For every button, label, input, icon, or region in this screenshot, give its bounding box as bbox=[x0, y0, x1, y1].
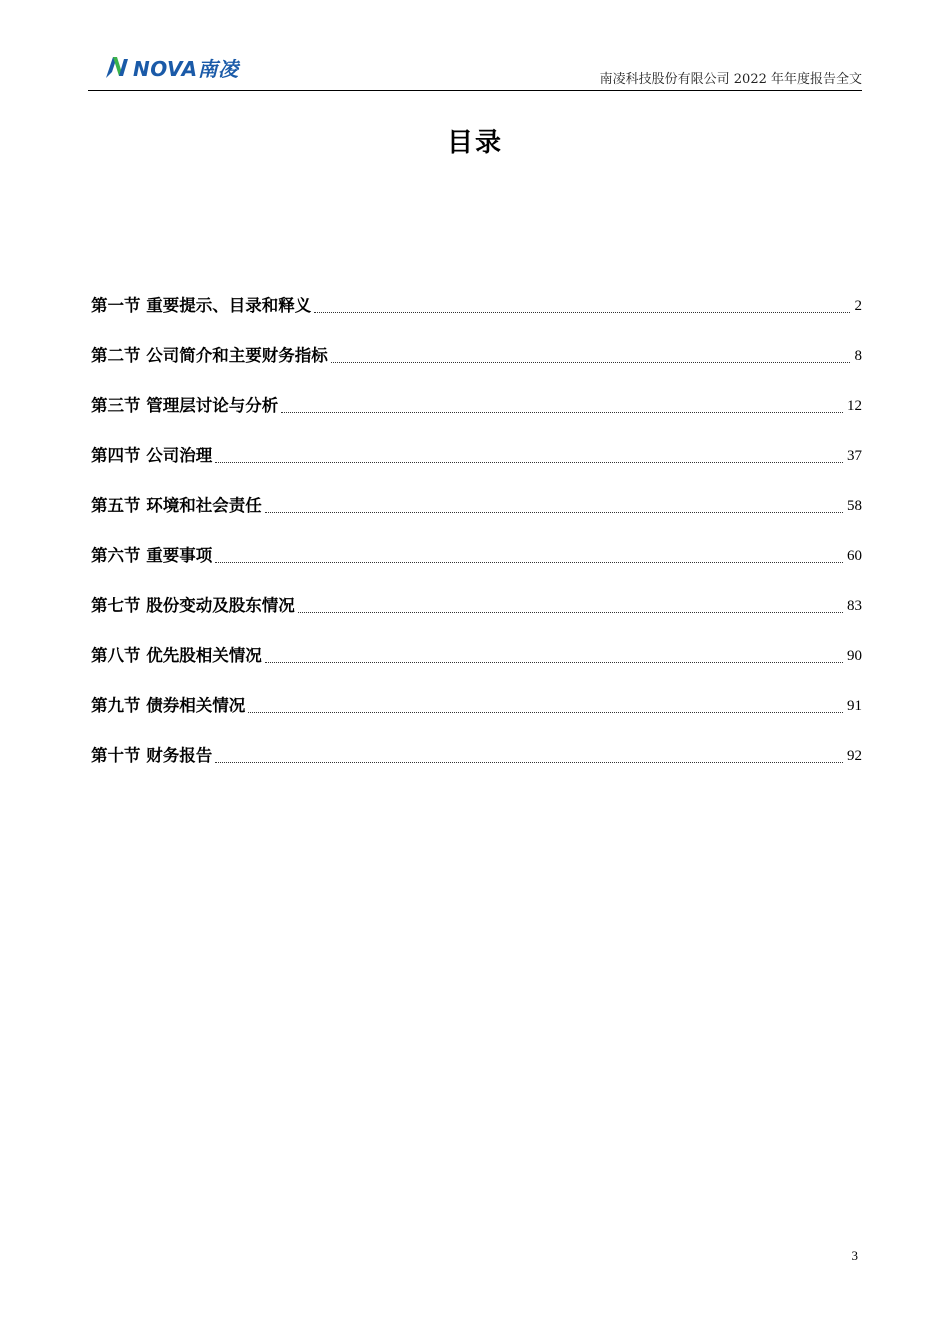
toc-entry-page: 12 bbox=[847, 398, 862, 414]
toc-entry[interactable] bbox=[91, 270, 862, 320]
toc-entry[interactable] bbox=[91, 620, 862, 670]
toc-entry-page: 58 bbox=[847, 498, 862, 514]
toc-entry[interactable] bbox=[91, 370, 862, 420]
toc-entry[interactable] bbox=[91, 520, 862, 570]
toc-dot-leader bbox=[265, 662, 843, 663]
toc-entry-label: 第九节 债券相关情况 bbox=[91, 696, 246, 715]
toc-entry-label: 第五节 环境和社会责任 bbox=[91, 496, 262, 515]
page-number: 3 bbox=[851, 1248, 858, 1263]
toc-dot-leader bbox=[248, 712, 843, 713]
toc-entry[interactable] bbox=[91, 570, 862, 620]
report-title: 南凌科技股份有限公司 2022 年年度报告全文 bbox=[599, 72, 862, 87]
toc-dot-leader bbox=[331, 362, 850, 363]
page-title: 目录 bbox=[446, 128, 503, 158]
toc-entry-page: 92 bbox=[847, 748, 862, 764]
toc-entry[interactable] bbox=[91, 420, 862, 470]
toc-dot-leader bbox=[265, 512, 843, 513]
toc-dot-leader bbox=[215, 762, 843, 763]
toc-entry[interactable] bbox=[91, 720, 862, 770]
toc-entry-page: 90 bbox=[847, 648, 862, 664]
nova-logo-icon bbox=[104, 54, 132, 80]
toc-entry[interactable] bbox=[91, 320, 862, 370]
toc-entry-page: 91 bbox=[847, 698, 862, 714]
toc-entry-page: 37 bbox=[847, 448, 862, 464]
toc-entry[interactable] bbox=[91, 670, 862, 720]
toc-entry-label: 第二节 公司简介和主要财务指标 bbox=[91, 346, 328, 365]
toc-dot-leader bbox=[281, 412, 843, 413]
toc-entry-label: 第七节 股份变动及股东情况 bbox=[91, 596, 295, 615]
page-header bbox=[88, 46, 862, 91]
toc-entry-label: 第十节 财务报告 bbox=[91, 746, 213, 765]
company-logo bbox=[104, 52, 239, 82]
logo-wordmark: NOVA南凌 bbox=[133, 56, 239, 81]
toc-dot-leader bbox=[314, 312, 850, 313]
toc-entry-page: 83 bbox=[847, 598, 862, 614]
table-of-contents bbox=[91, 270, 862, 770]
toc-entry-label: 第三节 管理层讨论与分析 bbox=[91, 396, 279, 415]
toc-entry-label: 第四节 公司治理 bbox=[91, 446, 213, 465]
toc-entry-label: 第八节 优先股相关情况 bbox=[91, 646, 262, 665]
toc-entry-page: 8 bbox=[854, 348, 862, 364]
toc-dot-leader bbox=[215, 462, 843, 463]
toc-entry-page: 60 bbox=[847, 548, 862, 564]
toc-entry[interactable] bbox=[91, 470, 862, 520]
toc-dot-leader bbox=[298, 612, 843, 613]
toc-entry-page: 2 bbox=[854, 298, 862, 314]
toc-entry-label: 第六节 重要事项 bbox=[91, 546, 213, 565]
toc-entry-label: 第一节 重要提示、目录和释义 bbox=[91, 296, 312, 315]
toc-dot-leader bbox=[215, 562, 843, 563]
